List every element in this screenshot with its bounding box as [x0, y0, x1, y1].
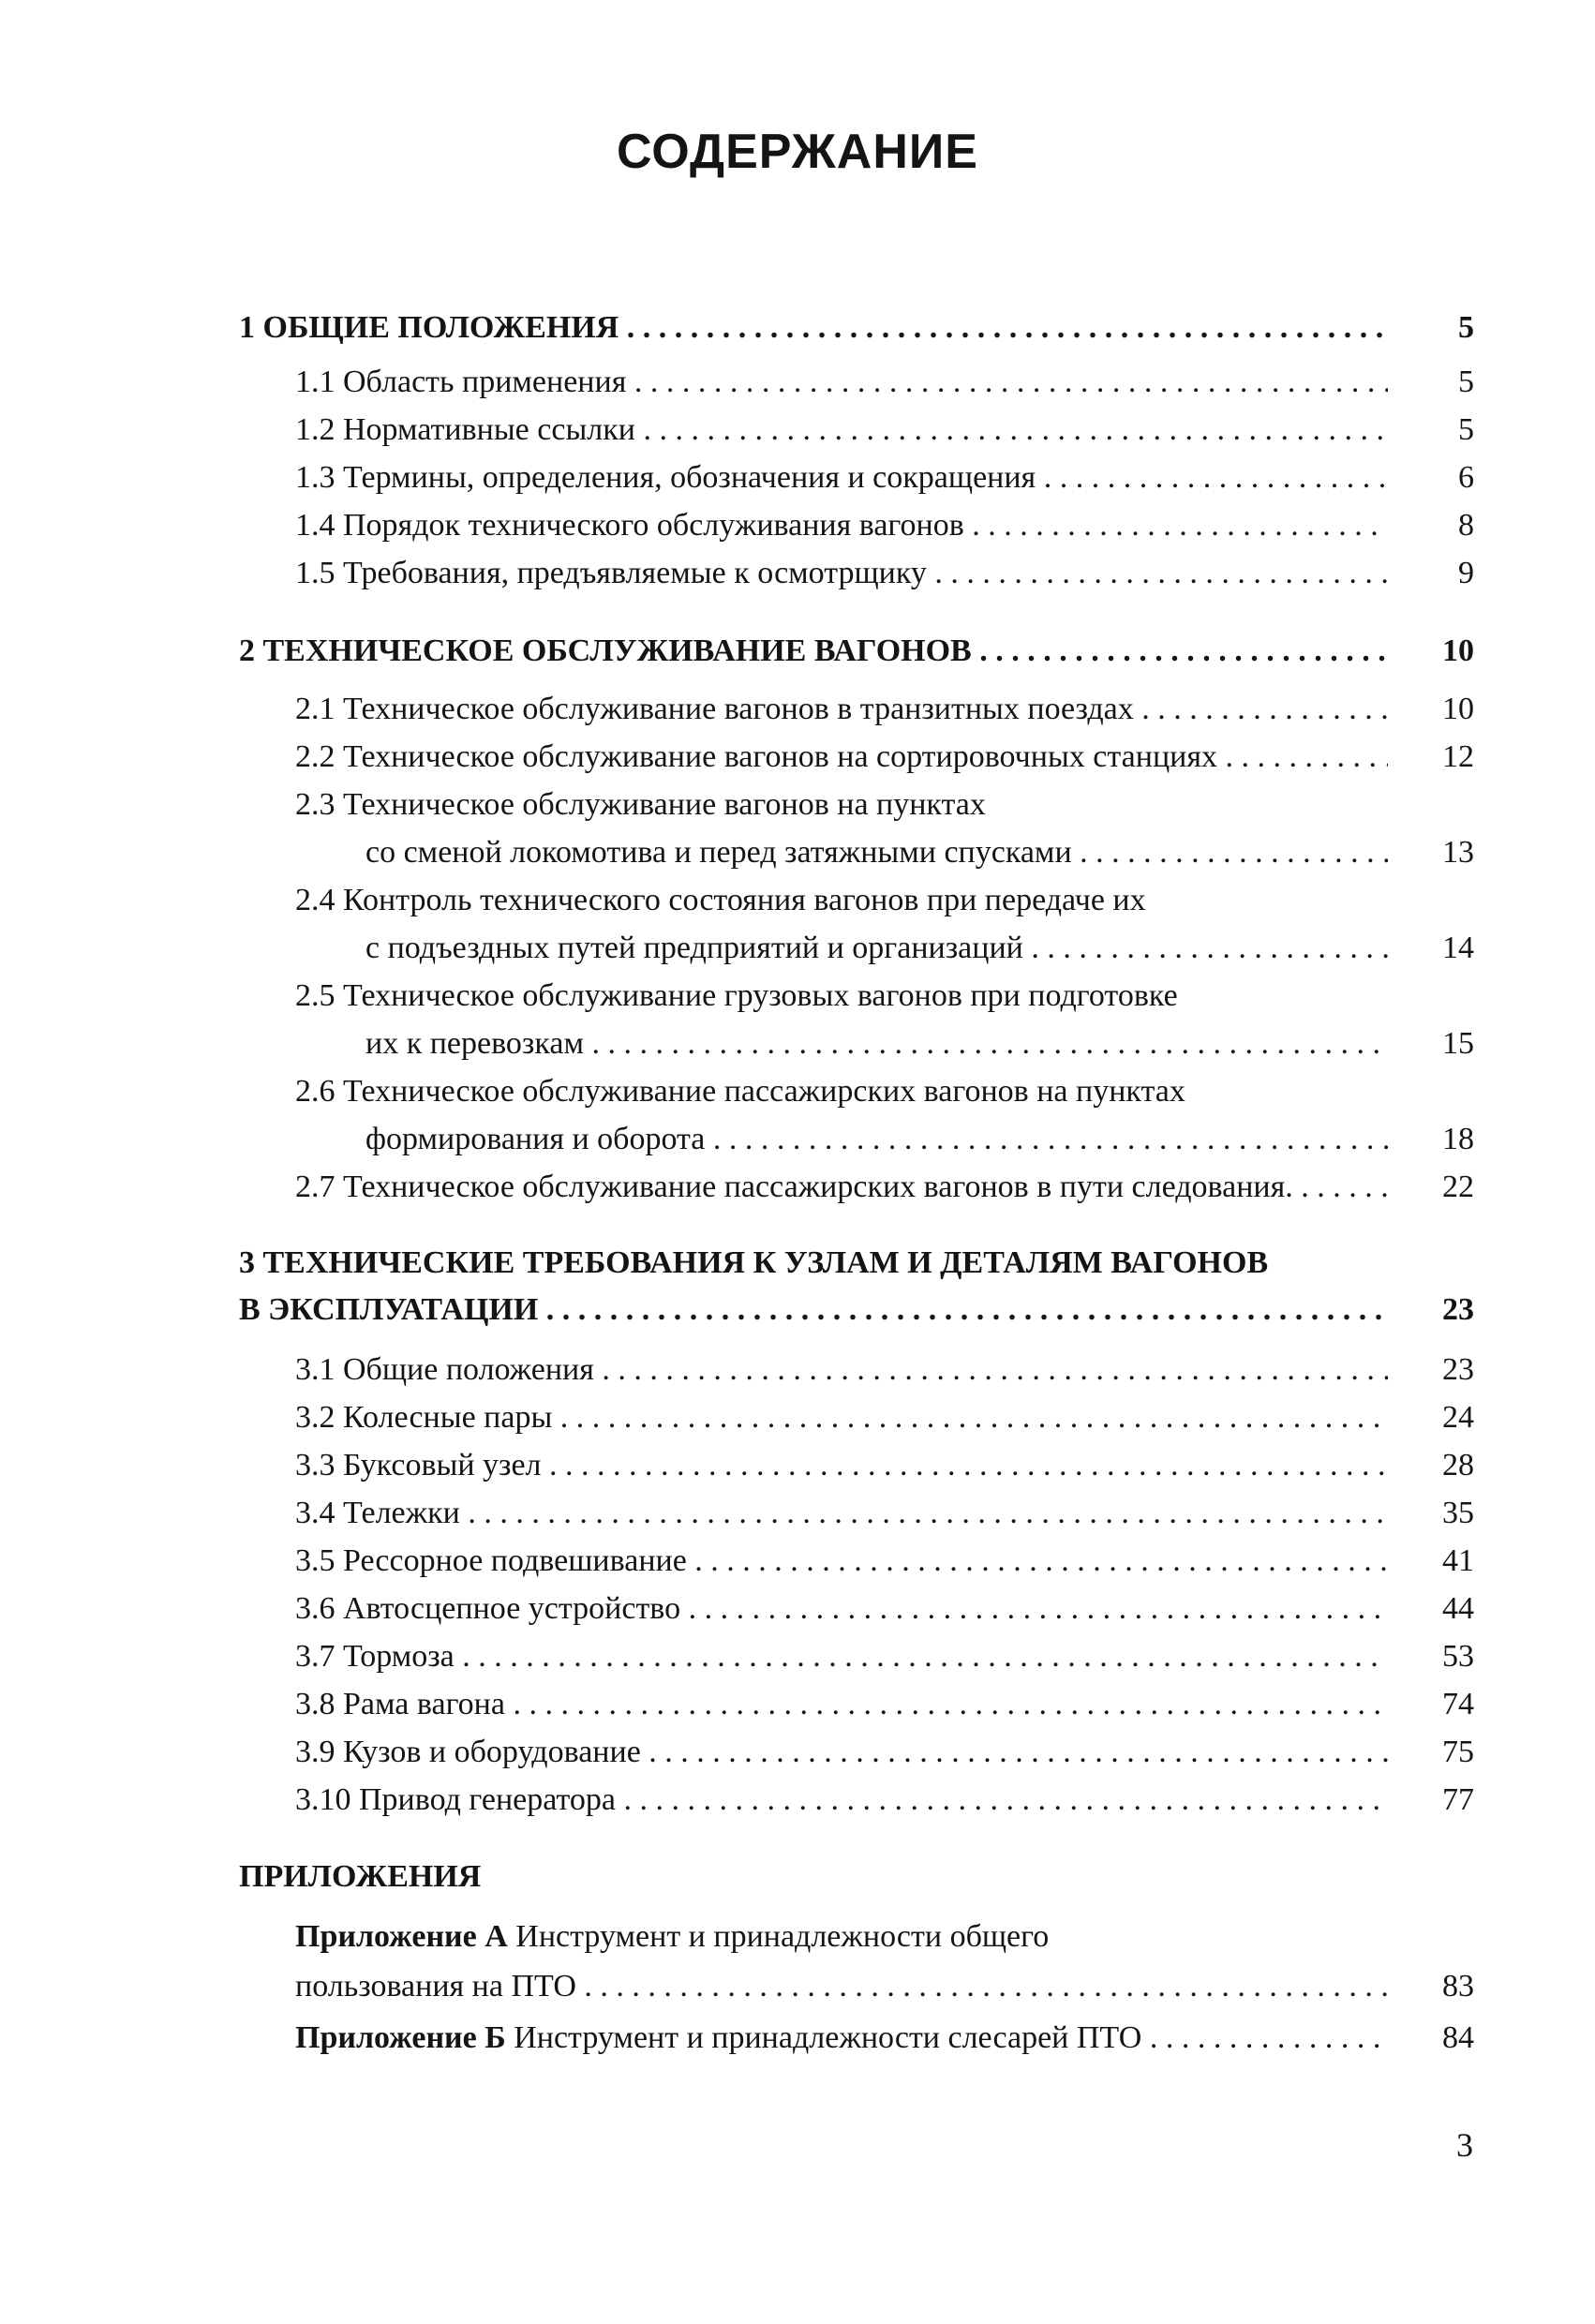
appendix-b-text: Инструмент и принадлежности слесарей ПТО: [505, 2020, 1142, 2055]
toc-item-label: [295, 2019, 1388, 2057]
toc-item-3-8[interactable]: [295, 1686, 1474, 1723]
toc-page-number: 8: [1458, 508, 1474, 543]
toc-item-1-3[interactable]: [295, 459, 1474, 497]
toc-item-1-5[interactable]: [295, 555, 1474, 592]
toc-item-label: 2.2 Техническое обслуживание вагонов на сортировочных станциях . . .: [295, 738, 1388, 776]
toc-page-number: 9: [1458, 556, 1474, 590]
toc-page-number: 15: [1442, 1026, 1474, 1061]
toc-section-2[interactable]: [239, 633, 1474, 670]
toc-page-number: 12: [1442, 739, 1474, 774]
toc-page-number: 28: [1442, 1448, 1474, 1482]
toc-item-3-10[interactable]: [295, 1781, 1474, 1819]
appendix-b-lead: Приложение Б: [295, 2020, 506, 2055]
toc-page-number: 35: [1442, 1496, 1474, 1530]
toc-item-label: 1.5 Требования, предъявляемые к осмотрщику . . .: [295, 555, 1388, 592]
toc-item-1-4[interactable]: [295, 507, 1474, 544]
toc-section-3[interactable]: [239, 1291, 1474, 1329]
toc-item-label: 3.1 Общие положения . . .: [295, 1351, 1388, 1389]
toc-page-number: 41: [1442, 1543, 1474, 1578]
toc-page-number: 22: [1442, 1169, 1474, 1204]
toc-appendix-a[interactable]: [295, 1968, 1474, 2005]
toc-item-2-6[interactable]: [365, 1121, 1474, 1158]
toc-item-3-5[interactable]: [295, 1542, 1474, 1580]
toc-item-label: 1.1 Область применения . . .: [295, 364, 1388, 401]
toc-page-number: 44: [1442, 1591, 1474, 1626]
toc-page-number: 5: [1458, 310, 1474, 345]
toc-section-title: 1 ОБЩИЕ ПОЛОЖЕНИЯ . . .: [239, 309, 1388, 347]
toc-page-number: 13: [1442, 835, 1474, 870]
toc-page-number: 23: [1442, 1352, 1474, 1387]
toc-item-label: с подъездных путей предприятий и организаций . . .: [365, 930, 1388, 967]
page-title: СОДЕРЖАНИЕ: [617, 125, 978, 179]
toc-item-label: 3.3 Буксовый узел . . .: [295, 1447, 1388, 1484]
toc-item-label: 2.1 Техническое обслуживание вагонов в транзитных поездах . . .: [295, 691, 1388, 728]
toc-page-number: 24: [1442, 1400, 1474, 1435]
toc-item-label: 1.4 Порядок технического обслуживания вагонов . . .: [295, 507, 1388, 544]
toc-page-number: 74: [1442, 1687, 1474, 1721]
page-number: 3: [1456, 2126, 1473, 2164]
toc-item-label: 2.7 Техническое обслуживание пассажирских вагонов в пути следования. . . .: [295, 1169, 1388, 1206]
toc-item-2-3-line1[interactable]: 2.3 Техническое обслуживание вагонов на пунктах: [295, 787, 986, 822]
toc-page-number: 10: [1442, 633, 1474, 668]
toc-item-2-4-line1[interactable]: 2.4 Контроль технического состояния вагонов при передаче их: [295, 883, 1146, 917]
toc-item-label: 3.8 Рама вагона . . .: [295, 1686, 1388, 1723]
toc-item-label: формирования и оборота . . .: [365, 1121, 1388, 1158]
toc-page-number: 75: [1442, 1735, 1474, 1769]
toc-item-3-7[interactable]: [295, 1638, 1474, 1676]
toc-page-number: 83: [1442, 1969, 1474, 2004]
toc-section-3-line1[interactable]: 3 ТЕХНИЧЕСКИЕ ТРЕБОВАНИЯ К УЗЛАМ И ДЕТАЛЯМ ВАГОНОВ: [239, 1245, 1269, 1280]
toc-item-label: 3.5 Рессорное подвешивание . . .: [295, 1542, 1388, 1580]
toc-page-number: 14: [1442, 931, 1474, 965]
toc-item-3-3[interactable]: [295, 1447, 1474, 1484]
toc-appendix-b[interactable]: [295, 2019, 1474, 2057]
toc-page-number: 23: [1442, 1292, 1474, 1327]
toc-item-label: со сменой локомотива и перед затяжными спусками . . .: [365, 834, 1388, 872]
toc-item-3-9[interactable]: [295, 1734, 1474, 1771]
toc-item-label: 1.3 Термины, определения, обозначения и сокращения . . .: [295, 459, 1388, 497]
toc-item-label: пользования на ПТО . . .: [295, 1968, 1388, 2005]
toc-item-label: их к перевозкам . . .: [365, 1025, 1388, 1063]
toc-page-number: 53: [1442, 1639, 1474, 1674]
toc-page-number: 5: [1458, 412, 1474, 447]
toc-appendix-a-line1[interactable]: [295, 1918, 1049, 1956]
toc-item-label: 3.6 Автосцепное устройство . . .: [295, 1590, 1388, 1628]
toc-item-3-4[interactable]: [295, 1495, 1474, 1532]
toc-item-2-7[interactable]: [295, 1169, 1474, 1206]
toc-item-2-5[interactable]: [365, 1025, 1474, 1063]
toc-item-2-5-line1[interactable]: 2.5 Техническое обслуживание грузовых вагонов при подготовке: [295, 978, 1178, 1013]
toc-section-1[interactable]: [239, 309, 1474, 347]
toc-item-2-2[interactable]: [295, 738, 1474, 776]
toc-item-label: 3.9 Кузов и оборудование . . .: [295, 1734, 1388, 1771]
toc-page-number: 18: [1442, 1122, 1474, 1156]
toc-appendices-heading: ПРИЛОЖЕНИЯ: [239, 1859, 482, 1894]
toc-page-number: 10: [1442, 692, 1474, 726]
toc-item-3-1[interactable]: [295, 1351, 1474, 1389]
toc-section-title: 2 ТЕХНИЧЕСКОЕ ОБСЛУЖИВАНИЕ ВАГОНОВ . . .: [239, 633, 1388, 670]
toc-item-label: 3.10 Привод генератора . . .: [295, 1781, 1388, 1819]
toc-item-2-3[interactable]: [365, 834, 1474, 872]
toc-item-2-6-line1[interactable]: 2.6 Техническое обслуживание пассажирских вагонов на пунктах: [295, 1074, 1185, 1109]
toc-page-number: 84: [1442, 2020, 1474, 2055]
toc-page-number: 6: [1458, 460, 1474, 495]
toc-section-title: В ЭКСПЛУАТАЦИИ . . .: [239, 1291, 1388, 1329]
appendix-a-lead: Приложение А: [295, 1919, 508, 1954]
appendix-a-text: Инструмент и принадлежности общего: [507, 1919, 1050, 1954]
toc-item-1-1[interactable]: [295, 364, 1474, 401]
toc-page-number: 5: [1458, 365, 1474, 399]
toc-item-label: 3.7 Тормоза . . .: [295, 1638, 1388, 1676]
toc-item-3-2[interactable]: [295, 1399, 1474, 1437]
toc-item-2-4[interactable]: [365, 930, 1474, 967]
toc-item-label: 1.2 Нормативные ссылки . . .: [295, 411, 1388, 449]
toc-item-label: 3.2 Колесные пары . . .: [295, 1399, 1388, 1437]
toc-item-2-1[interactable]: [295, 691, 1474, 728]
toc-item-label: 3.4 Тележки . . .: [295, 1495, 1388, 1532]
toc-item-3-6[interactable]: [295, 1590, 1474, 1628]
toc-item-1-2[interactable]: [295, 411, 1474, 449]
toc-page-number: 77: [1442, 1782, 1474, 1817]
